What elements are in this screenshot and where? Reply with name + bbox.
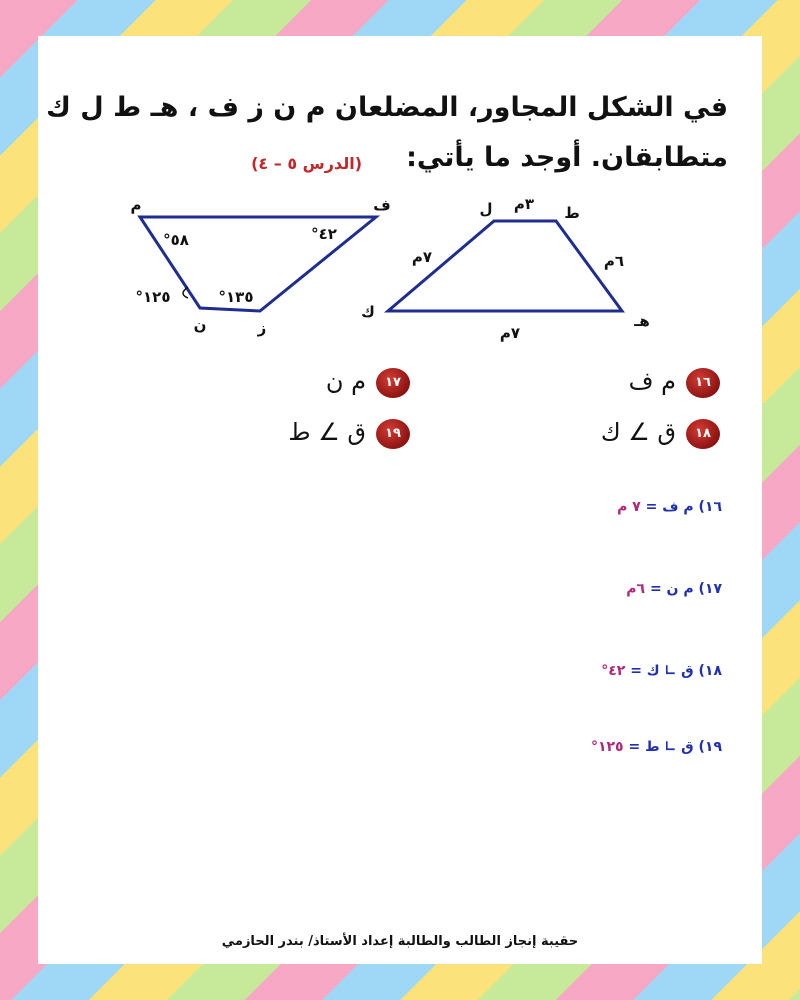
lesson-reference: (الدرس ٥ – ٤): [251, 154, 362, 173]
angle-label-z: °١٣٥: [218, 288, 254, 306]
item-number-badge: ١٩: [376, 419, 410, 449]
polygons-figure: [38, 36, 762, 356]
answer-key: ١٦) م ف =: [645, 499, 722, 515]
item-text: ق ∠ ط: [288, 418, 366, 446]
angle-label-f: °٤٢: [311, 225, 337, 243]
side-label-left: ٧م: [411, 248, 433, 266]
vertex-label-h: هـ: [634, 312, 650, 330]
answer-value: ٤٢°: [601, 663, 626, 679]
vertex-label-z: ز: [257, 319, 267, 337]
side-label-top: ٣م: [513, 195, 535, 213]
polygon-htlk: [388, 221, 625, 311]
angle-label-n: °١٢٥: [135, 288, 171, 306]
item-number-badge: ١٦: [686, 368, 720, 398]
footer-credit: حقيبة إنجاز الطالب والطالبة إعداد الأستاذ/ بندر الحازمي: [221, 934, 579, 949]
item-text: ق ∠ ك: [600, 418, 676, 446]
question-line-2: متطابقان. أوجد ما يأتي:: [406, 142, 728, 173]
vertex-label-m: م: [130, 196, 142, 214]
side-label-bottom: ٧م: [499, 324, 521, 342]
answer-value: ١٢٥°: [590, 739, 624, 755]
answer-value: ٦م: [626, 581, 646, 597]
angle-label-m: °٥٨: [163, 231, 189, 249]
vertex-label-n: ن: [193, 316, 207, 334]
item-number-badge: ١٨: [686, 419, 720, 449]
item-text: م ن: [325, 367, 366, 395]
answer-line: [626, 581, 722, 597]
worksheet: [38, 36, 762, 964]
answer-line: [617, 499, 722, 515]
answer-value: ٧ م: [617, 499, 641, 515]
item-text: م ف: [628, 367, 676, 395]
answer-key: ١٨) ق ∟ ك =: [630, 663, 722, 679]
item-number-badge: ١٧: [376, 368, 410, 398]
side-label-right: ٦م: [603, 252, 625, 270]
vertex-label-k: ك: [361, 303, 375, 321]
vertex-label-l: ل: [479, 200, 493, 218]
vertex-label-f: ف: [373, 196, 391, 214]
answer-line: [591, 739, 722, 755]
vertex-label-t: ط: [564, 204, 580, 222]
answer-key: ١٧) م ن =: [649, 581, 722, 597]
answer-key: ١٩) ق ∟ ط =: [628, 739, 722, 755]
answer-line: [601, 663, 722, 679]
question-line-1: في الشكل المجاور، المضلعان م ن ز ف ، هـ ط ل ك: [46, 92, 728, 123]
